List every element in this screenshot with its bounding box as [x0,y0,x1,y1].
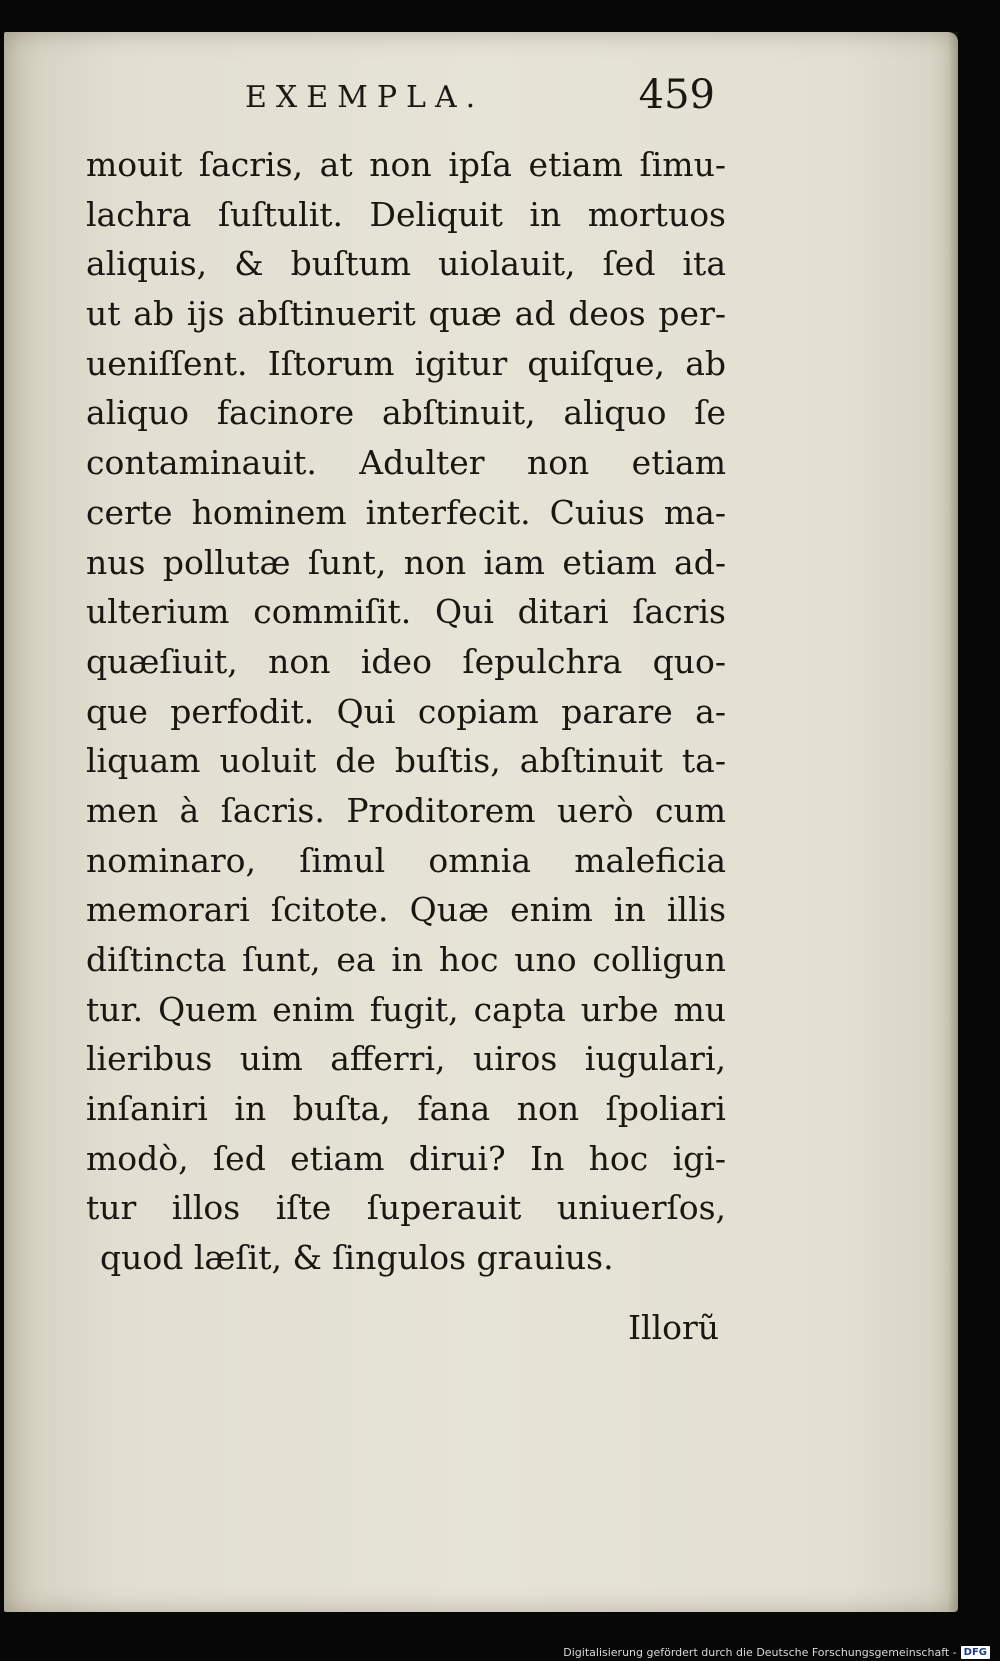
text-line: aliquo facinore abſtinuit, aliquo ſe [86,393,726,433]
text-line: quæſiuit, non ideo ſepulchra quo- [86,641,726,681]
digitization-credit [563,1646,990,1659]
text-line: certe hominem interfecit. Cuius ma- [86,492,726,532]
text-line: nus pollutæ ſunt, non iam etiam ad- [86,542,726,582]
text-line: aliquis, & buſtum uiolauit, ſed ita [86,244,726,284]
text-line: diſtincta ſunt, ea in hoc uno colligun [86,940,726,979]
text-line: ueniſſent. Iſtorum igitur quiſque, ab [86,343,726,383]
running-head: EXEMPLA. [245,80,485,115]
text-line: lieribus uim afferri, uiros iugulari, [86,1039,726,1079]
text-line: lachra ſuſtulit. Deliquit in mortuos [86,194,726,234]
page-header [245,72,715,132]
text-line: men à ſacris. Proditorem uerò cum [86,790,726,830]
text-line: tur. Quem enim fugit, capta urbe mu [86,989,726,1029]
text-line: quod læſit, & ſingulos grauius. [100,1238,614,1278]
text-line: ut ab ijs abſtinuerit quæ ad deos per- [86,294,726,334]
text-line: nominaro, ſimul omnia maleficia [86,840,726,880]
text-line: inſaniri in buſta, fana non ſpoliari [86,1089,726,1129]
text-line: contaminauit. Adulter non etiam [86,443,726,483]
credit-text: Digitalisierung gefördert durch die Deutsche Forschungsgemeinschaft - [563,1646,957,1659]
text-line: ulterium commiſit. Qui ditari ſacris [86,592,726,632]
text-line: memorari ſcitote. Quæ enim in illis [86,890,726,930]
page-number: 459 [638,72,715,118]
dfg-logo: DFG [961,1646,990,1659]
text-line: tur illos iſte ſuperauit uniuerſos, [86,1188,726,1228]
text-line: modò, ſed etiam dirui? In hoc igi- [86,1138,726,1178]
text-line: liquam uoluit de buſtis, abſtinuit ta- [86,741,726,781]
text-line: mouit ſacris, at non ipſa etiam ſimu- [86,145,726,184]
text-line: que perfodit. Qui copiam parare a- [86,691,726,731]
body-text [86,140,726,1283]
page-edge-shadow [948,32,958,1612]
catchword: Illorũ [628,1308,720,1347]
